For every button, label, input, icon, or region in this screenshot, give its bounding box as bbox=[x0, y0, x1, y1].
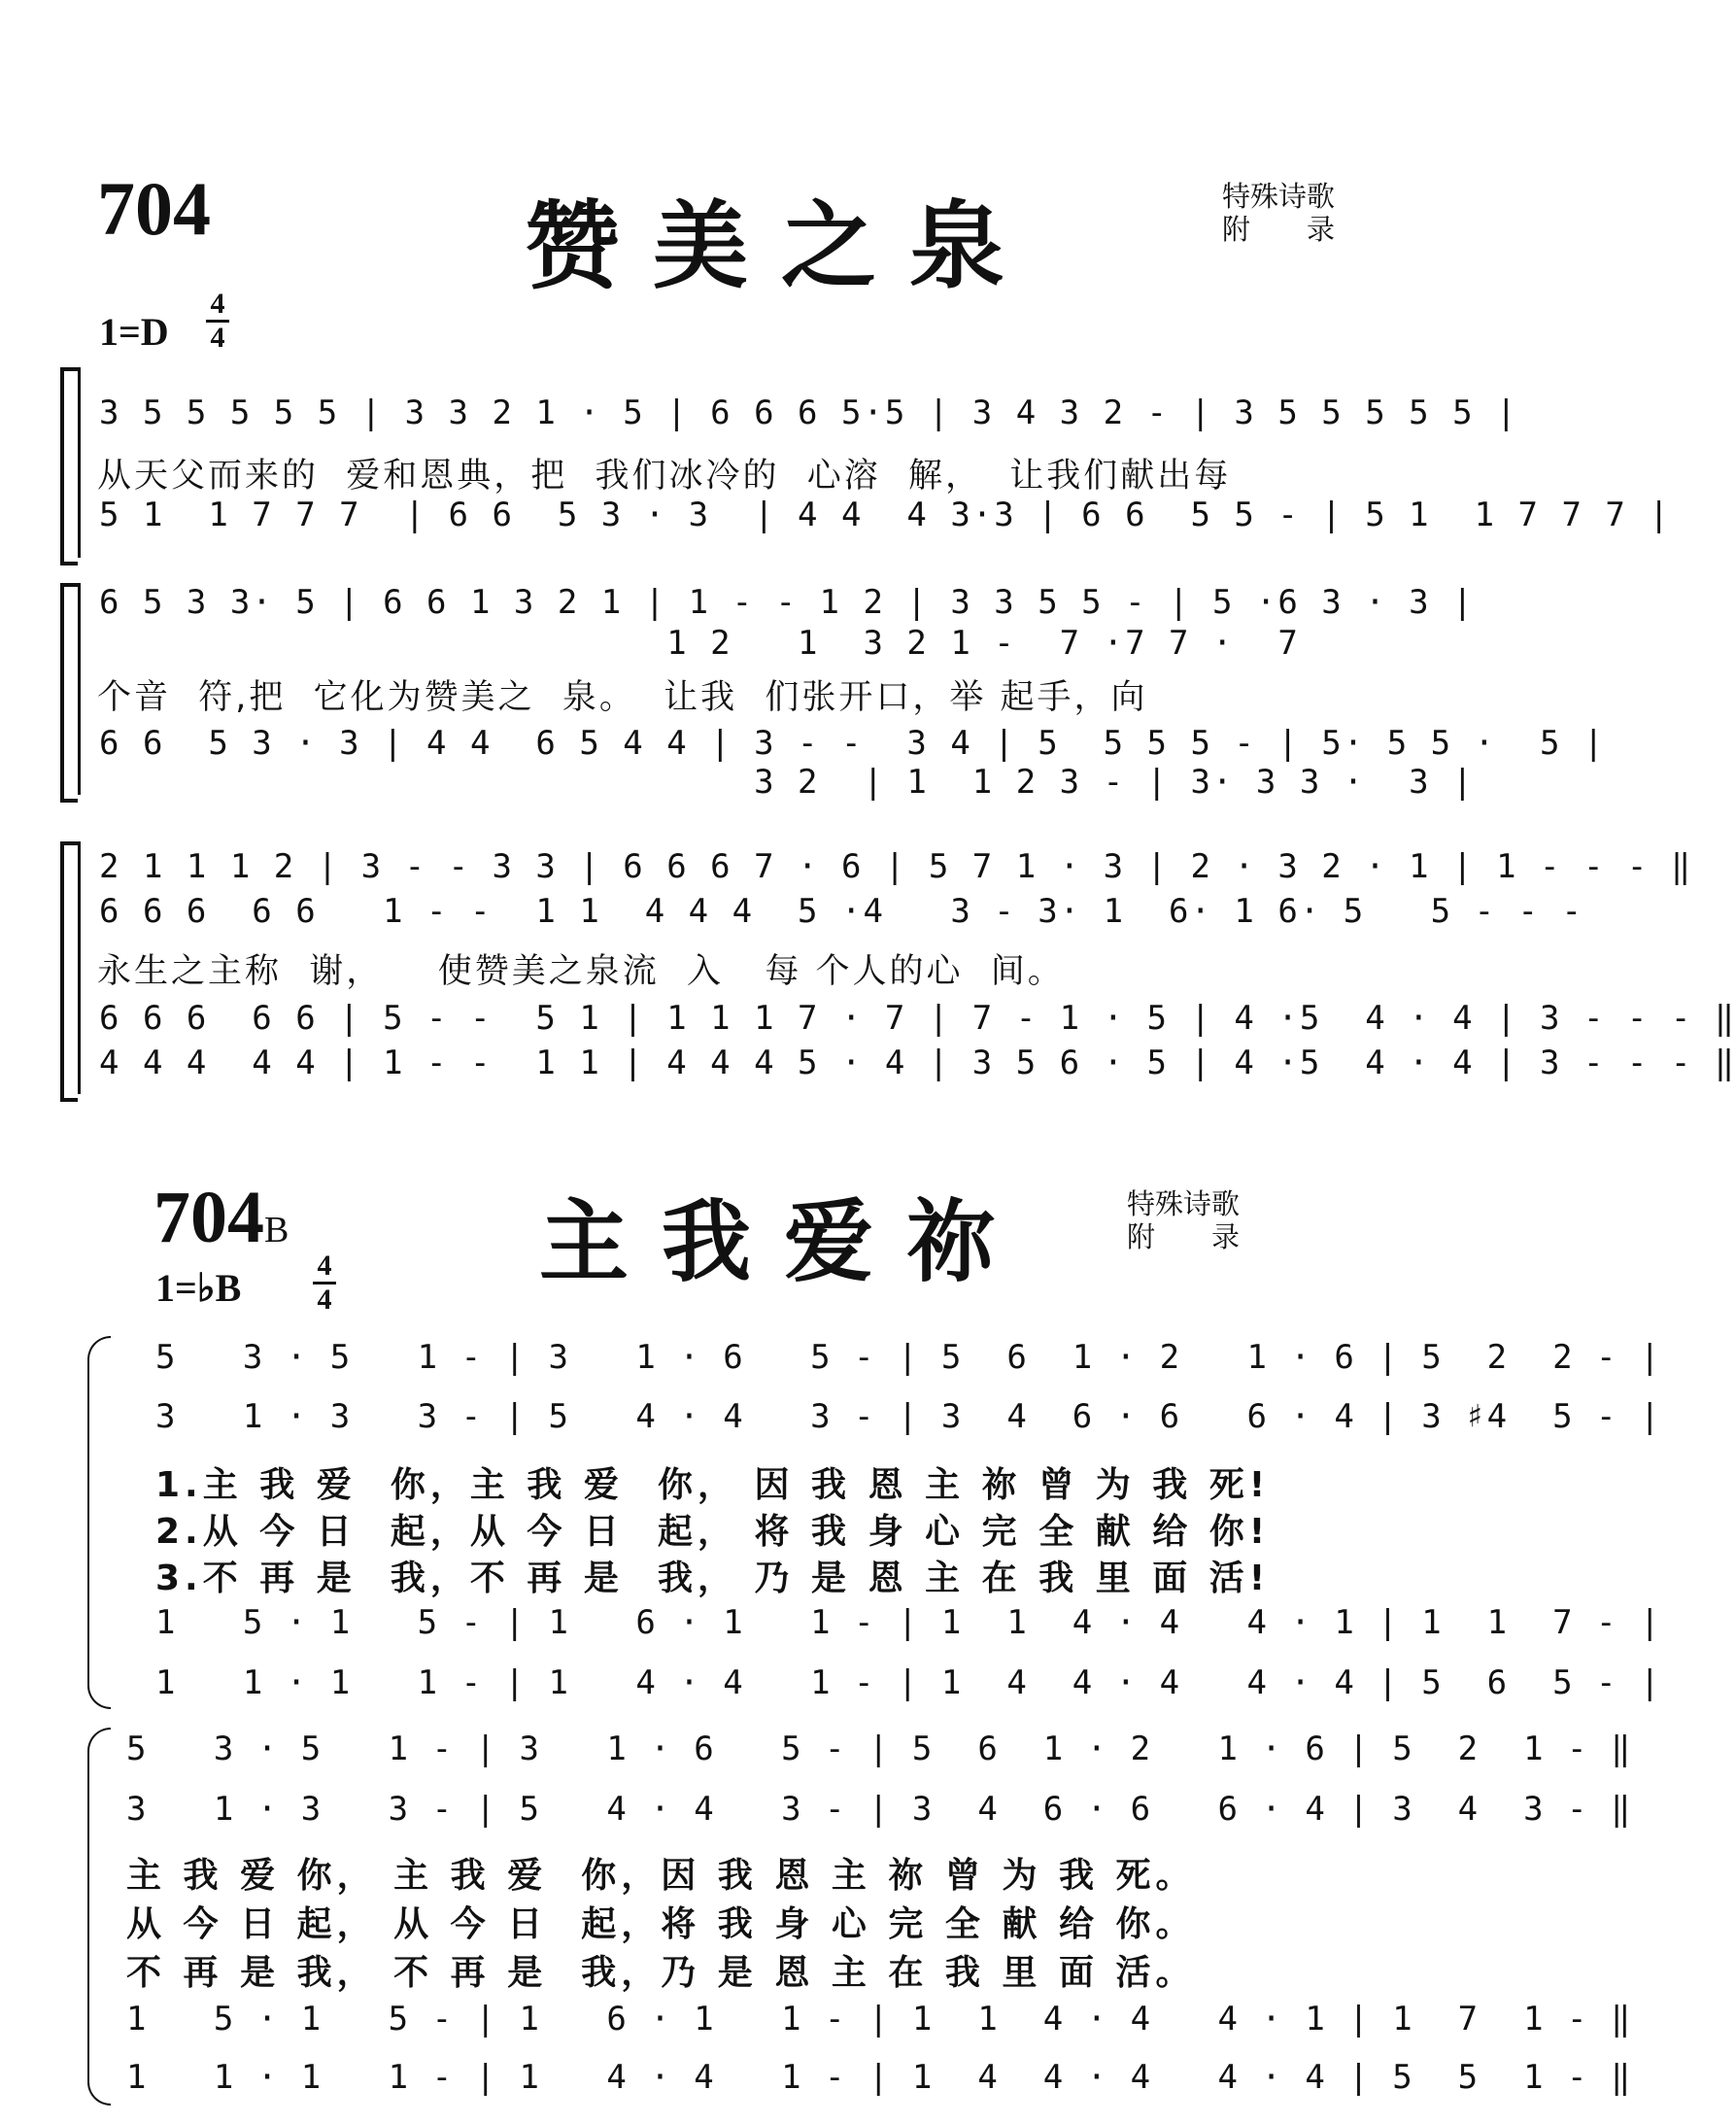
category-line: 附 录 bbox=[1222, 213, 1336, 246]
system-bracket bbox=[60, 841, 78, 1102]
melody-line: 3 5 5 5 5 5 | 3 3 2 1 · 5 | 6 6 6 5·5 | 3 4 3 2 - | 3 5 5 5 5 5 | bbox=[99, 394, 1518, 432]
lyrics-line: 个音 符,把 它化为赞美之 泉。 让我 们张开口，举 起手，向 bbox=[97, 678, 1148, 717]
bass-lower-line: 3 2 | 1 1 2 3 - | 3· 3 3 · 3 | bbox=[99, 763, 1475, 802]
tenor-line: 1 5 · 1 5 - | 1 6 · 1 1 - | 1 1 4 · 4 4 · 1 | 1 1 7 - | bbox=[155, 1603, 1662, 1642]
song-number: 704 bbox=[97, 166, 211, 251]
category-label bbox=[1127, 1187, 1240, 1253]
system-bracket bbox=[87, 1728, 111, 2106]
bass-upper-line: 6 6 5 3 · 3 | 4 4 6 5 4 4 | 3 - - 3 4 | 5 5 5 5 - | 5· 5 5 · 5 | bbox=[99, 724, 1606, 763]
system-bracket bbox=[60, 583, 78, 803]
alto-line: 3 1 · 3 3 - | 5 4 · 4 3 - | 3 4 6 · 6 6 · 4 | 3 4 3 - ‖ bbox=[126, 1790, 1633, 1829]
lyrics-line: 永生之主称 谢， 使赞美之泉流 入 每 个人的心 间。 bbox=[97, 952, 1065, 991]
time-bottom: 4 bbox=[210, 322, 225, 354]
melody-line: 6 5 3 3· 5 | 6 6 1 3 2 1 | 1 - - 1 2 | 3 3 5 5 - | 5 ·6 3 · 3 | bbox=[99, 583, 1475, 622]
tenor-line: 1 5 · 1 5 - | 1 6 · 1 1 - | 1 1 4 · 4 4 · 1 | 1 7 1 - ‖ bbox=[126, 2000, 1633, 2038]
melody-line: 2 1 1 1 2 | 3 - - 3 3 | 6 6 6 7 · 6 | 5 7 1 · 3 | 2 · 3 2 · 1 | 1 - - - ‖ bbox=[99, 847, 1693, 886]
alto-line: 3 1 · 3 3 - | 5 4 · 4 3 - | 3 4 6 · 6 6 · 4 | 3 ♯4 5 - | bbox=[155, 1397, 1662, 1436]
soprano-line: 5 3 · 5 1 - | 3 1 · 6 5 - | 5 6 1 · 2 1 · 6 | 5 2 1 - ‖ bbox=[126, 1730, 1633, 1768]
bass-lower-line: 4 4 4 4 4 | 1 - - 1 1 | 4 4 4 5 · 4 | 3 5 6 · 5 | 4 ·5 4 · 4 | 3 - - - ‖ bbox=[99, 1044, 1736, 1082]
category-line: 附 录 bbox=[1127, 1220, 1241, 1253]
verse-3-line: 3.不 再 是 我，不 再 是 我， 乃 是 恩 主 在 我 里 面 活! bbox=[155, 1559, 1271, 1598]
soprano-line: 5 3 · 5 1 - | 3 1 · 6 5 - | 5 6 1 · 2 1 · 6 | 5 2 2 - | bbox=[155, 1338, 1662, 1377]
barline bbox=[78, 841, 81, 1094]
bass-line: 1 1 · 1 1 - | 1 4 · 4 1 - | 1 4 4 · 4 4 · 4 | 5 6 5 - | bbox=[155, 1663, 1662, 1702]
verse-1-line: 1.主 我 爱 你，主 我 爱 你， 因 我 恩 主 祢 曾 为 我 死! bbox=[155, 1465, 1271, 1505]
song-title: 主我爱祢 bbox=[539, 1189, 1030, 1294]
category-line: 特殊诗歌 bbox=[1222, 180, 1336, 213]
barline bbox=[78, 583, 81, 795]
verse-1-line: 主 我 爱 你， 主 我 爱 你，因 我 恩 主 祢 曾 为 我 死。 bbox=[126, 1856, 1196, 1896]
verse-2-line: 2.从 今 日 起，从 今 日 起， 将 我 身 心 完 全 献 给 你! bbox=[155, 1512, 1271, 1552]
melody-lower-line: 1 2 1 3 2 1 - 7 ·7 7 · 7 bbox=[99, 624, 1300, 663]
song-number bbox=[153, 1176, 289, 1260]
time-top: 4 bbox=[210, 288, 225, 320]
song-title: 赞美之泉 bbox=[525, 190, 1038, 302]
song-number-main: 704 bbox=[153, 1177, 264, 1258]
time-signature bbox=[206, 290, 229, 353]
system-bracket bbox=[60, 367, 78, 565]
bass-upper-line: 6 6 6 6 6 | 5 - - 5 1 | 1 1 1 7 · 7 | 7 - 1 · 5 | 4 ·5 4 · 4 | 3 - - - ‖ bbox=[99, 999, 1736, 1038]
key-signature: 1=D bbox=[99, 310, 169, 354]
time-bottom: 4 bbox=[317, 1284, 332, 1316]
system-bracket bbox=[87, 1336, 111, 1709]
barline bbox=[78, 367, 81, 558]
bass-line: 1 1 · 1 1 - | 1 4 · 4 1 - | 1 4 4 · 4 4 · 4 | 5 5 1 - ‖ bbox=[126, 2058, 1633, 2097]
time-signature bbox=[313, 1251, 336, 1315]
time-top: 4 bbox=[317, 1250, 332, 1282]
category-line: 特殊诗歌 bbox=[1127, 1187, 1241, 1220]
song-number-suffix: B bbox=[264, 1210, 289, 1250]
verse-2-line: 从 今 日 起， 从 今 日 起，将 我 身 心 完 全 献 给 你。 bbox=[126, 1904, 1196, 1944]
verse-3-line: 不 再 是 我， 不 再 是 我，乃 是 恩 主 在 我 里 面 活。 bbox=[126, 1953, 1196, 1993]
lyrics-line: 从天父而来的 爱和恩典，把 我们冰冷的 心溶 解， 让我们献出每 bbox=[97, 457, 1232, 496]
melody-lower-line: 6 6 6 6 6 1 - - 1 1 4 4 4 5 ·4 3 - 3· 1 6· 1 6· 5 5 - - - bbox=[99, 892, 1583, 931]
bass-line: 5 1 1 7 7 7 | 6 6 5 3 · 3 | 4 4 4 3·3 | 6 6 5 5 - | 5 1 1 7 7 7 | bbox=[99, 496, 1671, 534]
key-signature: 1=♭B bbox=[155, 1266, 242, 1310]
category-label bbox=[1222, 180, 1335, 246]
